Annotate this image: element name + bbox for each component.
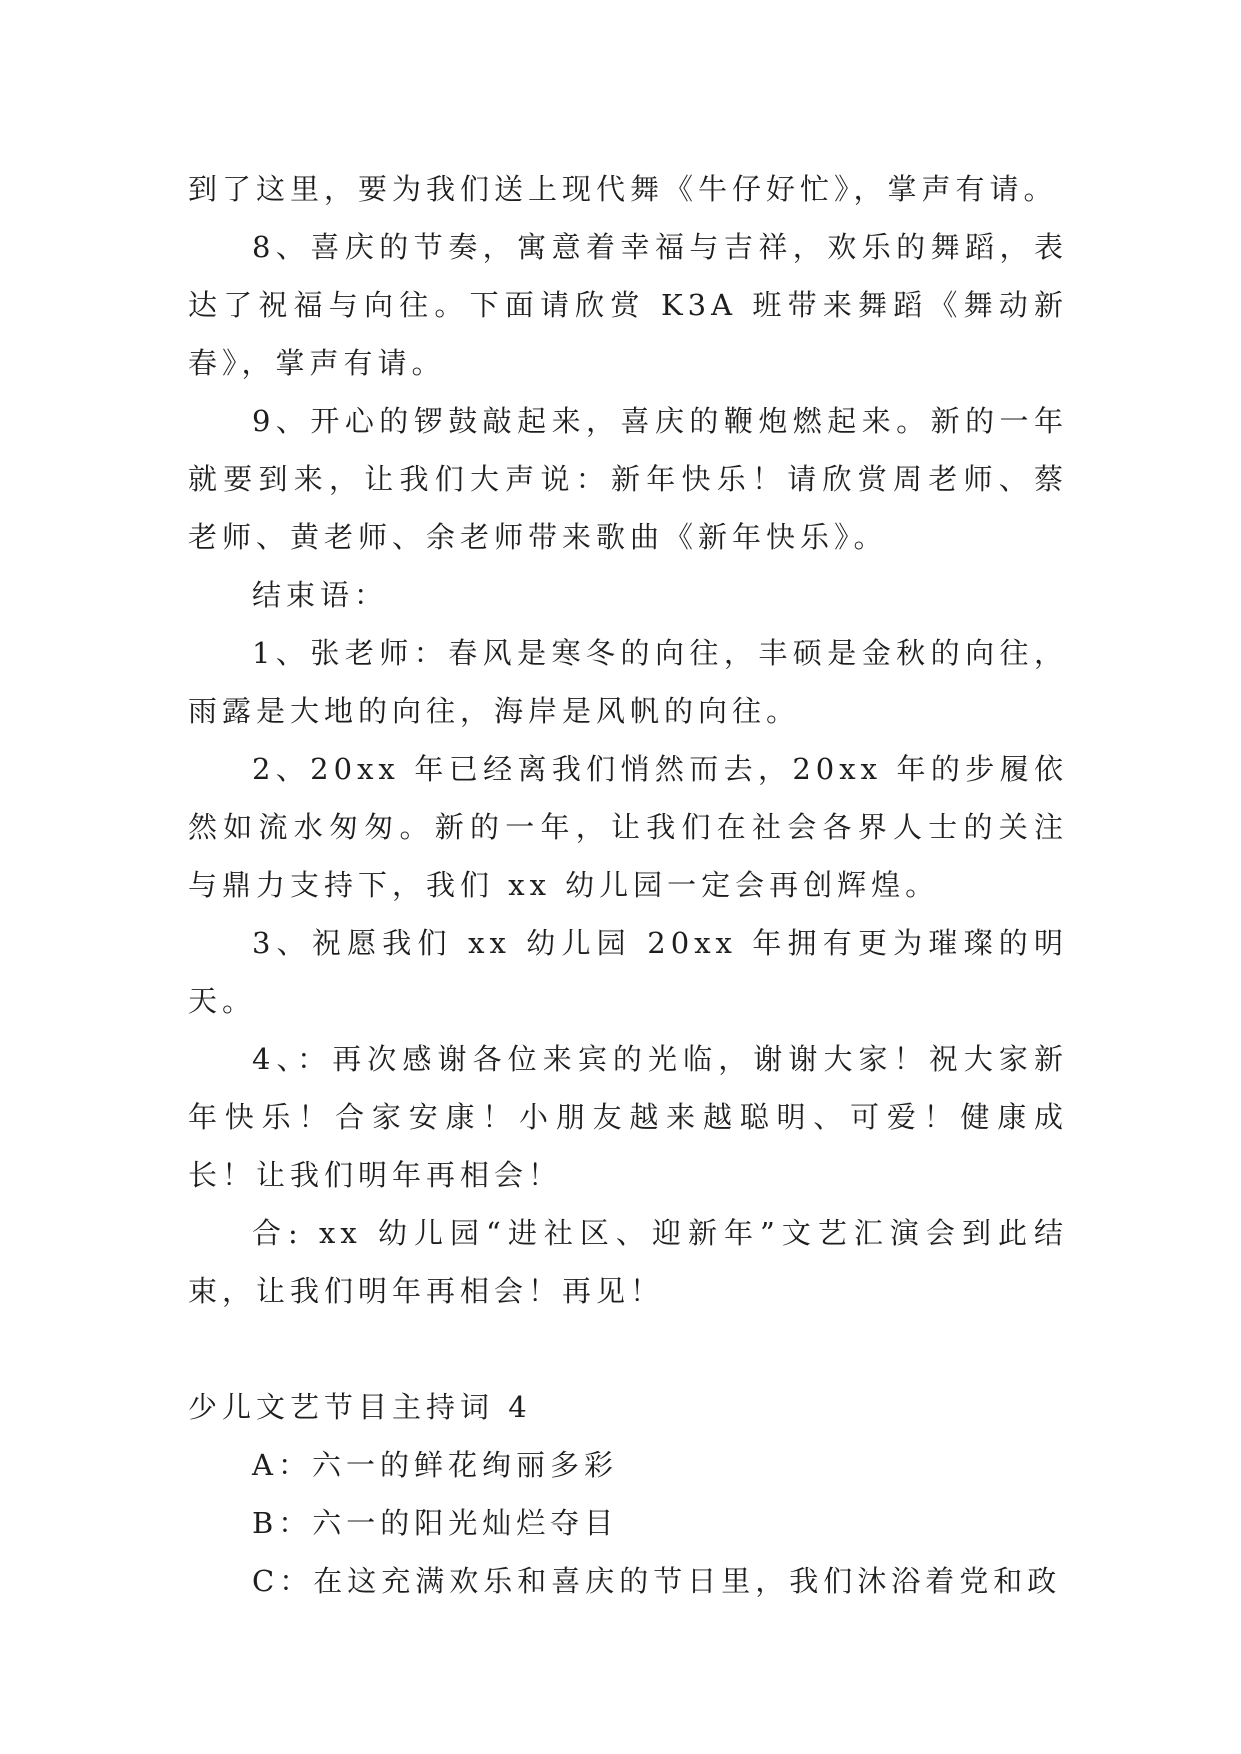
paragraph: 8、喜庆的节奏，寓意着幸福与吉祥，欢乐的舞蹈，表达了祝福与向往。下面请欣赏 K3A 班带来舞蹈《舞动新春》，掌声有请。 <box>188 230 1068 380</box>
document-body <box>188 160 1068 1610</box>
paragraph: A：六一的鲜花绚丽多彩 <box>252 1448 618 1482</box>
closing-remarks-label: 结束语： <box>252 578 389 612</box>
paragraph: C：在这充满欢乐和喜庆的节日里，我们沐浴着党和政 <box>252 1564 1062 1598</box>
section-heading: 少儿文艺节目主持词 4 <box>188 1390 532 1424</box>
paragraph: 9、开心的锣鼓敲起来，喜庆的鞭炮燃起来。新的一年就要到来，让我们大声说：新年快乐！请欣赏周老师、蔡老师、黄老师、余老师带来歌曲《新年快乐》。 <box>188 404 1068 554</box>
paragraph: 2、20xx 年已经离我们悄然而去，20xx 年的步履依然如流水匆匆。新的一年，让我们在社会各界人士的关注与鼎力支持下，我们 xx 幼儿园一定会再创辉煌。 <box>188 752 1068 902</box>
paragraph: 4、：再次感谢各位来宾的光临，谢谢大家！祝大家新年快乐！合家安康！小朋友越来越聪明、可爱！健康成长！让我们明年再相会！ <box>188 1042 1068 1192</box>
paragraph: 到了这里，要为我们送上现代舞《牛仔好忙》，掌声有请。 <box>188 172 1058 206</box>
paragraph: 1、张老师：春风是寒冬的向往，丰硕是金秋的向往，雨露是大地的向往，海岸是风帆的向往。 <box>188 636 1068 728</box>
paragraph: B：六一的阳光灿烂夺目 <box>252 1506 619 1540</box>
section-spacer <box>188 1320 1068 1378</box>
paragraph: 3、祝愿我们 xx 幼儿园 20xx 年拥有更为璀璨的明天。 <box>188 926 1068 1018</box>
paragraph: 合: xx 幼儿园“进社区、迎新年”文艺汇演会到此结束，让我们明年再相会！再见！ <box>188 1216 1068 1308</box>
